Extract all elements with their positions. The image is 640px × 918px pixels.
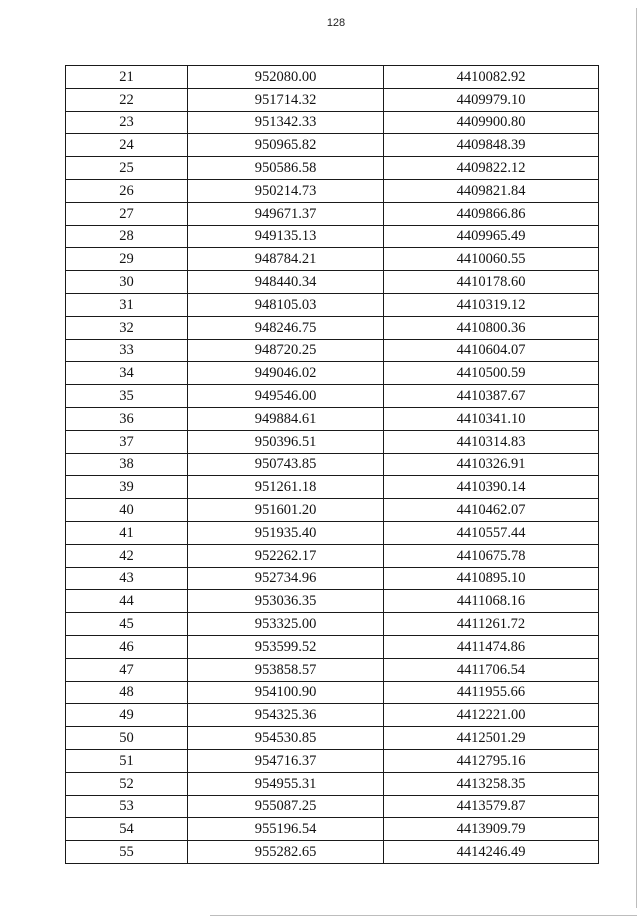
point-number-cell: 41 xyxy=(66,521,188,544)
x-coordinate-cell: 954955.31 xyxy=(188,772,384,795)
y-coordinate-cell: 4414246.49 xyxy=(384,841,599,864)
y-coordinate-cell: 4410314.83 xyxy=(384,430,599,453)
x-coordinate-cell: 948105.03 xyxy=(188,293,384,316)
table-row xyxy=(66,453,599,476)
point-number-cell: 49 xyxy=(66,704,188,727)
x-coordinate-cell: 951714.32 xyxy=(188,88,384,111)
y-coordinate-cell: 4411261.72 xyxy=(384,613,599,636)
x-coordinate-cell: 953599.52 xyxy=(188,635,384,658)
table-row xyxy=(66,704,599,727)
x-coordinate-cell: 954100.90 xyxy=(188,681,384,704)
x-coordinate-cell: 955282.65 xyxy=(188,841,384,864)
y-coordinate-cell: 4410319.12 xyxy=(384,293,599,316)
x-coordinate-cell: 955196.54 xyxy=(188,818,384,841)
table-row xyxy=(66,567,599,590)
point-number-cell: 36 xyxy=(66,407,188,430)
y-coordinate-cell: 4410178.60 xyxy=(384,271,599,294)
point-number-cell: 32 xyxy=(66,316,188,339)
point-number-cell: 35 xyxy=(66,385,188,408)
x-coordinate-cell: 948784.21 xyxy=(188,248,384,271)
point-number-cell: 38 xyxy=(66,453,188,476)
table-row xyxy=(66,476,599,499)
table-row xyxy=(66,271,599,294)
table-row xyxy=(66,385,599,408)
point-number-cell: 31 xyxy=(66,293,188,316)
x-coordinate-cell: 949884.61 xyxy=(188,407,384,430)
table-row xyxy=(66,225,599,248)
x-coordinate-cell: 949671.37 xyxy=(188,202,384,225)
x-coordinate-cell: 951342.33 xyxy=(188,111,384,134)
y-coordinate-cell: 4409848.39 xyxy=(384,134,599,157)
x-coordinate-cell: 953858.57 xyxy=(188,658,384,681)
table-row xyxy=(66,772,599,795)
x-coordinate-cell: 949135.13 xyxy=(188,225,384,248)
x-coordinate-cell: 955087.25 xyxy=(188,795,384,818)
x-coordinate-cell: 952734.96 xyxy=(188,567,384,590)
y-coordinate-cell: 4410500.59 xyxy=(384,362,599,385)
y-coordinate-cell: 4409822.12 xyxy=(384,157,599,180)
coordinates-table-body xyxy=(66,66,599,864)
table-row xyxy=(66,362,599,385)
x-coordinate-cell: 951601.20 xyxy=(188,499,384,522)
table-row xyxy=(66,66,599,89)
y-coordinate-cell: 4410082.92 xyxy=(384,66,599,89)
x-coordinate-cell: 949546.00 xyxy=(188,385,384,408)
y-coordinate-cell: 4410800.36 xyxy=(384,316,599,339)
table-row xyxy=(66,407,599,430)
x-coordinate-cell: 954325.36 xyxy=(188,704,384,727)
point-number-cell: 25 xyxy=(66,157,188,180)
table-row xyxy=(66,544,599,567)
x-coordinate-cell: 949046.02 xyxy=(188,362,384,385)
y-coordinate-cell: 4412501.29 xyxy=(384,727,599,750)
point-number-cell: 33 xyxy=(66,339,188,362)
x-coordinate-cell: 948246.75 xyxy=(188,316,384,339)
table-row xyxy=(66,521,599,544)
page-edge-right xyxy=(636,8,637,908)
x-coordinate-cell: 950965.82 xyxy=(188,134,384,157)
x-coordinate-cell: 950396.51 xyxy=(188,430,384,453)
x-coordinate-cell: 954716.37 xyxy=(188,749,384,772)
point-number-cell: 43 xyxy=(66,567,188,590)
x-coordinate-cell: 950743.85 xyxy=(188,453,384,476)
table-row xyxy=(66,293,599,316)
table-row xyxy=(66,248,599,271)
y-coordinate-cell: 4410341.10 xyxy=(384,407,599,430)
x-coordinate-cell: 948440.34 xyxy=(188,271,384,294)
point-number-cell: 29 xyxy=(66,248,188,271)
y-coordinate-cell: 4410604.07 xyxy=(384,339,599,362)
y-coordinate-cell: 4411706.54 xyxy=(384,658,599,681)
table-row xyxy=(66,88,599,111)
point-number-cell: 53 xyxy=(66,795,188,818)
x-coordinate-cell: 953325.00 xyxy=(188,613,384,636)
table-row xyxy=(66,818,599,841)
point-number-cell: 47 xyxy=(66,658,188,681)
table-row xyxy=(66,339,599,362)
point-number-cell: 42 xyxy=(66,544,188,567)
point-number-cell: 55 xyxy=(66,841,188,864)
table-row xyxy=(66,613,599,636)
x-coordinate-cell: 953036.35 xyxy=(188,590,384,613)
point-number-cell: 40 xyxy=(66,499,188,522)
page-number: 128 xyxy=(326,17,346,29)
y-coordinate-cell: 4412221.00 xyxy=(384,704,599,727)
point-number-cell: 30 xyxy=(66,271,188,294)
point-number-cell: 24 xyxy=(66,134,188,157)
table-row xyxy=(66,635,599,658)
table-row xyxy=(66,795,599,818)
y-coordinate-cell: 4410387.67 xyxy=(384,385,599,408)
x-coordinate-cell: 951935.40 xyxy=(188,521,384,544)
y-coordinate-cell: 4412795.16 xyxy=(384,749,599,772)
y-coordinate-cell: 4410390.14 xyxy=(384,476,599,499)
y-coordinate-cell: 4409821.84 xyxy=(384,179,599,202)
table-row xyxy=(66,202,599,225)
point-number-cell: 54 xyxy=(66,818,188,841)
table-row xyxy=(66,157,599,180)
table-row xyxy=(66,111,599,134)
y-coordinate-cell: 4410060.55 xyxy=(384,248,599,271)
coordinates-table xyxy=(65,65,599,864)
point-number-cell: 46 xyxy=(66,635,188,658)
y-coordinate-cell: 4411068.16 xyxy=(384,590,599,613)
point-number-cell: 21 xyxy=(66,66,188,89)
x-coordinate-cell: 951261.18 xyxy=(188,476,384,499)
table-row xyxy=(66,749,599,772)
y-coordinate-cell: 4413258.35 xyxy=(384,772,599,795)
point-number-cell: 52 xyxy=(66,772,188,795)
point-number-cell: 34 xyxy=(66,362,188,385)
point-number-cell: 26 xyxy=(66,179,188,202)
point-number-cell: 44 xyxy=(66,590,188,613)
point-number-cell: 22 xyxy=(66,88,188,111)
y-coordinate-cell: 4409965.49 xyxy=(384,225,599,248)
x-coordinate-cell: 950586.58 xyxy=(188,157,384,180)
table-row xyxy=(66,841,599,864)
y-coordinate-cell: 4413579.87 xyxy=(384,795,599,818)
y-coordinate-cell: 4410895.10 xyxy=(384,567,599,590)
point-number-cell: 48 xyxy=(66,681,188,704)
table-row xyxy=(66,316,599,339)
x-coordinate-cell: 950214.73 xyxy=(188,179,384,202)
y-coordinate-cell: 4410326.91 xyxy=(384,453,599,476)
y-coordinate-cell: 4409866.86 xyxy=(384,202,599,225)
y-coordinate-cell: 4409900.80 xyxy=(384,111,599,134)
y-coordinate-cell: 4410462.07 xyxy=(384,499,599,522)
table-row xyxy=(66,430,599,453)
y-coordinate-cell: 4410557.44 xyxy=(384,521,599,544)
x-coordinate-cell: 954530.85 xyxy=(188,727,384,750)
table-row xyxy=(66,499,599,522)
table-row xyxy=(66,134,599,157)
x-coordinate-cell: 952080.00 xyxy=(188,66,384,89)
y-coordinate-cell: 4409979.10 xyxy=(384,88,599,111)
y-coordinate-cell: 4411474.86 xyxy=(384,635,599,658)
point-number-cell: 45 xyxy=(66,613,188,636)
table-row xyxy=(66,727,599,750)
x-coordinate-cell: 948720.25 xyxy=(188,339,384,362)
page-edge-bottom xyxy=(210,915,637,916)
point-number-cell: 51 xyxy=(66,749,188,772)
y-coordinate-cell: 4413909.79 xyxy=(384,818,599,841)
table-row xyxy=(66,179,599,202)
table-row xyxy=(66,658,599,681)
point-number-cell: 23 xyxy=(66,111,188,134)
point-number-cell: 37 xyxy=(66,430,188,453)
point-number-cell: 50 xyxy=(66,727,188,750)
table-row xyxy=(66,590,599,613)
y-coordinate-cell: 4410675.78 xyxy=(384,544,599,567)
point-number-cell: 39 xyxy=(66,476,188,499)
point-number-cell: 27 xyxy=(66,202,188,225)
table-row xyxy=(66,681,599,704)
point-number-cell: 28 xyxy=(66,225,188,248)
y-coordinate-cell: 4411955.66 xyxy=(384,681,599,704)
x-coordinate-cell: 952262.17 xyxy=(188,544,384,567)
